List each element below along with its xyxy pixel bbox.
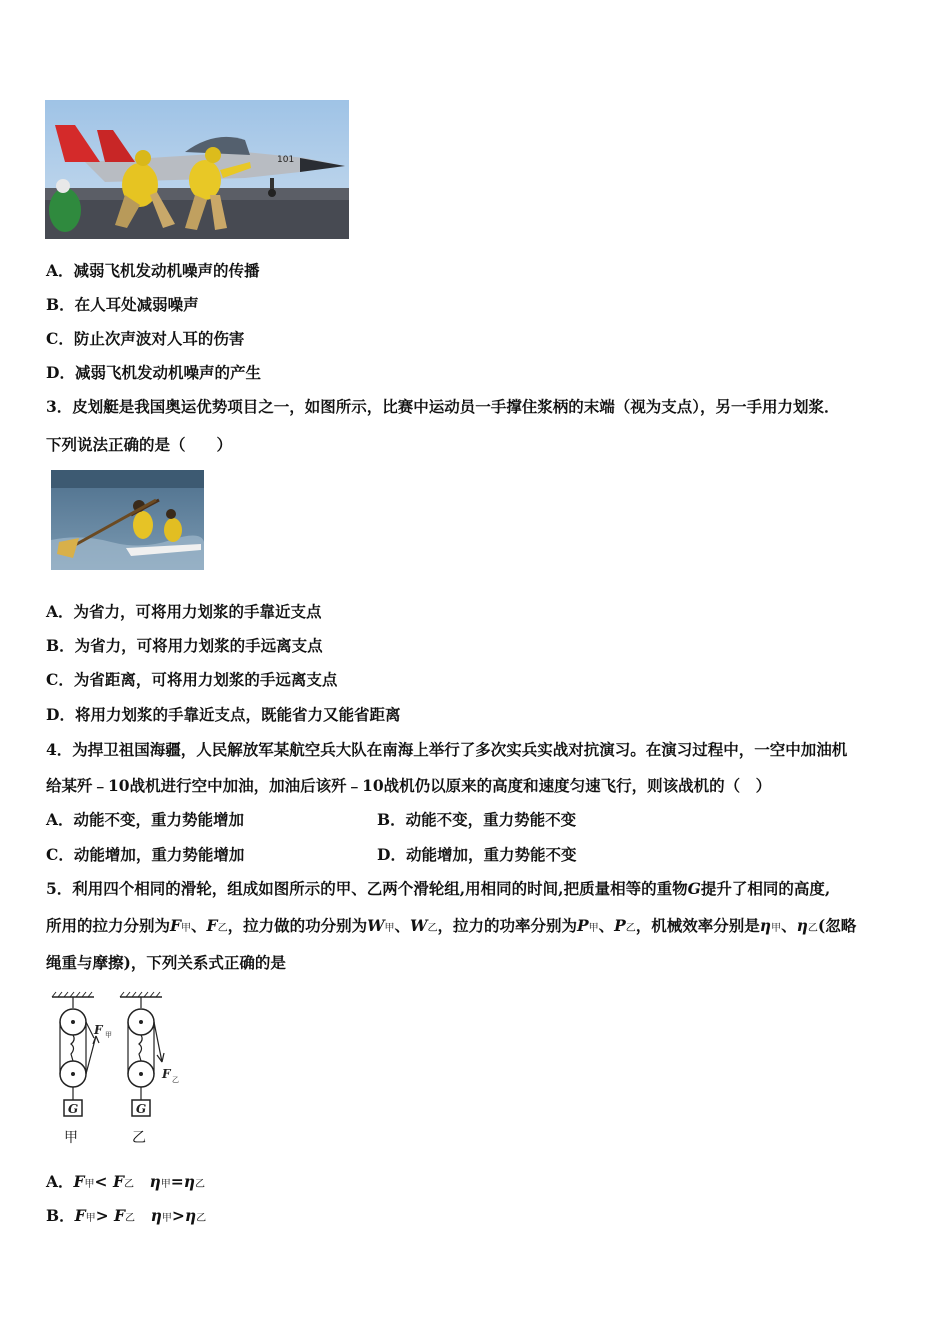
q4-stem-line1: 4．为捍卫祖国海疆，人民解放军某航空兵大队在南海上举行了多次实兵实战对抗演习。在演习过程中，一空中加油机 [46, 740, 848, 759]
q3-option-c: C．为省距离，可将用力划浆的手远离支点 [46, 670, 338, 689]
q2-option-b: B．在人耳处减弱噪声 [46, 295, 199, 314]
q5-option-a: A．F甲< F乙 η甲=η乙 [46, 1172, 206, 1191]
q3-option-a: A．为省力，可将用力划浆的手靠近支点 [46, 602, 322, 621]
q3-stem-line2: 下列说法正确的是（ ） [46, 435, 233, 454]
fighter-jet-photo [45, 100, 349, 239]
kayak-photo [51, 470, 204, 570]
pulley-label-yi: 乙 [132, 1130, 146, 1146]
f-jia-label: F [94, 1023, 103, 1037]
q5-stem-line3: 绳重与摩擦)，下列关系式正确的是 [46, 953, 286, 972]
g-box-yi-label: G [136, 1102, 147, 1116]
q3-option-b: B．为省力，可将用力划浆的手远离支点 [46, 636, 323, 655]
svg-text:101: 101 [277, 155, 295, 165]
q5-option-b: B．F甲> F乙 η甲>η乙 [46, 1206, 207, 1225]
q3-option-d: D．将用力划浆的手靠近支点，既能省力又能省距离 [46, 705, 401, 724]
q2-option-c: C．防止次声波对人耳的伤害 [46, 329, 245, 348]
pulley-diagram [44, 990, 194, 1120]
q2-option-d: D．减弱飞机发动机噪声的产生 [46, 363, 261, 382]
q4-stem-line2: 给某歼﹣10战机进行空中加油，加油后该歼﹣10战机仍以原来的高度和速度匀速飞行，则该战机的（ ） [46, 776, 772, 795]
q4-option-d: D．动能增加，重力势能不变 [377, 845, 577, 864]
f-jia-subscript: 甲 [105, 1031, 112, 1039]
q4-option-a: A．动能不变，重力势能增加 [46, 810, 245, 829]
f-yi-label: F [162, 1067, 171, 1081]
q4-option-c: C．动能增加，重力势能增加 [46, 845, 245, 864]
q5-stem-line1: 5．利用四个相同的滑轮，组成如图所示的甲、乙两个滑轮组,用相同的时间,把质量相等的重物G提升了相同的高度, [46, 879, 831, 898]
q3-stem-line1: 3．皮划艇是我国奥运优势项目之一，如图所示，比赛中运动员一手撑住浆柄的末端（视为支点），另一手用力划浆． [46, 397, 840, 416]
pulley-label-jia: 甲 [64, 1130, 78, 1146]
q2-option-a: A．减弱飞机发动机噪声的传播 [46, 261, 260, 280]
g-box-jia-label: G [68, 1102, 79, 1116]
q4-option-b: B．动能不变，重力势能不变 [377, 810, 577, 829]
pulley-svg [44, 990, 194, 1120]
q5-stem-line2: 所用的拉力分别为F甲、F乙，拉力做的功分别为W甲、W乙，拉力的功率分别为P甲、P乙，机械效率分别是η甲、η乙(忽略 [46, 916, 857, 935]
f-yi-subscript: 乙 [172, 1076, 179, 1084]
